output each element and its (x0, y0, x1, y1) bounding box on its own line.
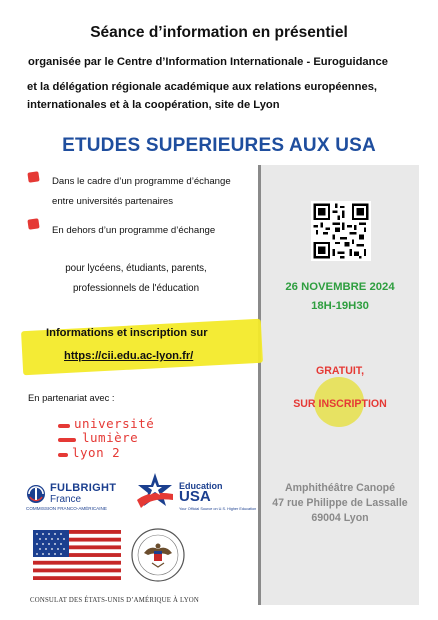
audience-line-2: professionnels de l'éducation (72, 283, 200, 294)
venue-street: 47 rue Philippe de Lassalle (272, 497, 408, 509)
registration-required: SUR INSCRIPTION (293, 398, 387, 410)
organizer-line-3: internationales et à la coopération, site de Lyon (27, 99, 280, 111)
organizer-line-2: et la délégation régionale académique aux relations européennes, (27, 81, 378, 93)
us-flag-icon (33, 530, 121, 580)
logo-word-lyon2: lyon 2 (72, 445, 121, 460)
fulbright-name: FULBRIGHT (50, 482, 117, 494)
consulate-seal-icon (130, 527, 186, 583)
registration-label: Informations et inscription sur (46, 327, 208, 339)
logo-bar (58, 453, 68, 457)
red-bullet-icon (27, 218, 39, 229)
partners-label: En partenariat avec : (28, 392, 115, 403)
price-free: GRATUIT, (315, 365, 365, 377)
fulbright-commission: COMMISSION FRANCO-AMÉRICAINE (26, 506, 107, 511)
education-usa-logo (135, 470, 257, 515)
qr-code-icon[interactable] (311, 201, 371, 261)
universite-lyon2-logo (58, 416, 168, 468)
logo-bar (58, 438, 76, 442)
edusa-tagline: Your Official Source on U.S. Higher Education (179, 507, 257, 511)
organizer-line-1: organisée par le Centre d’Information Internationale - Euroguidance (28, 56, 388, 68)
red-bullet-icon (27, 171, 39, 182)
edusa-education: Education (179, 481, 223, 491)
event-date: 26 NOVEMBRE 2024 (285, 281, 395, 293)
bullet-exchange-line-2: entre universités partenaires (52, 196, 174, 207)
logo-word-universite: université (74, 416, 155, 431)
venue-city: 69004 Lyon (311, 512, 369, 524)
panel-divider (258, 165, 261, 605)
event-time: 18H-19H30 (311, 300, 369, 312)
logo-word-lumiere: lumière (82, 430, 139, 445)
event-headline: ETUDES SUPERIEURES AUX USA (62, 135, 376, 156)
audience-line-1: pour lycéens, étudiants, parents, (65, 263, 207, 274)
fulbright-country: France (50, 494, 82, 505)
logo-bar (58, 424, 70, 428)
registration-link[interactable]: https://cii.edu.ac-lyon.fr/ (64, 350, 194, 362)
fulbright-emblem-icon (26, 484, 46, 504)
page-title: Séance d’information en présentiel (90, 24, 348, 41)
consulate-caption: CONSULAT DES ÉTATS-UNIS D’AMÉRIQUE À LYON (30, 597, 200, 604)
venue-name: Amphithéâtre Canopé (284, 482, 396, 494)
fulbright-logo (26, 482, 126, 512)
edusa-usa: USA (179, 488, 211, 505)
star-emblem-icon (135, 470, 179, 514)
bullet-outside-exchange: En dehors d’un programme d’échange (52, 225, 216, 236)
bullet-exchange-line-1: Dans le cadre d’un programme d’échange (52, 176, 231, 187)
